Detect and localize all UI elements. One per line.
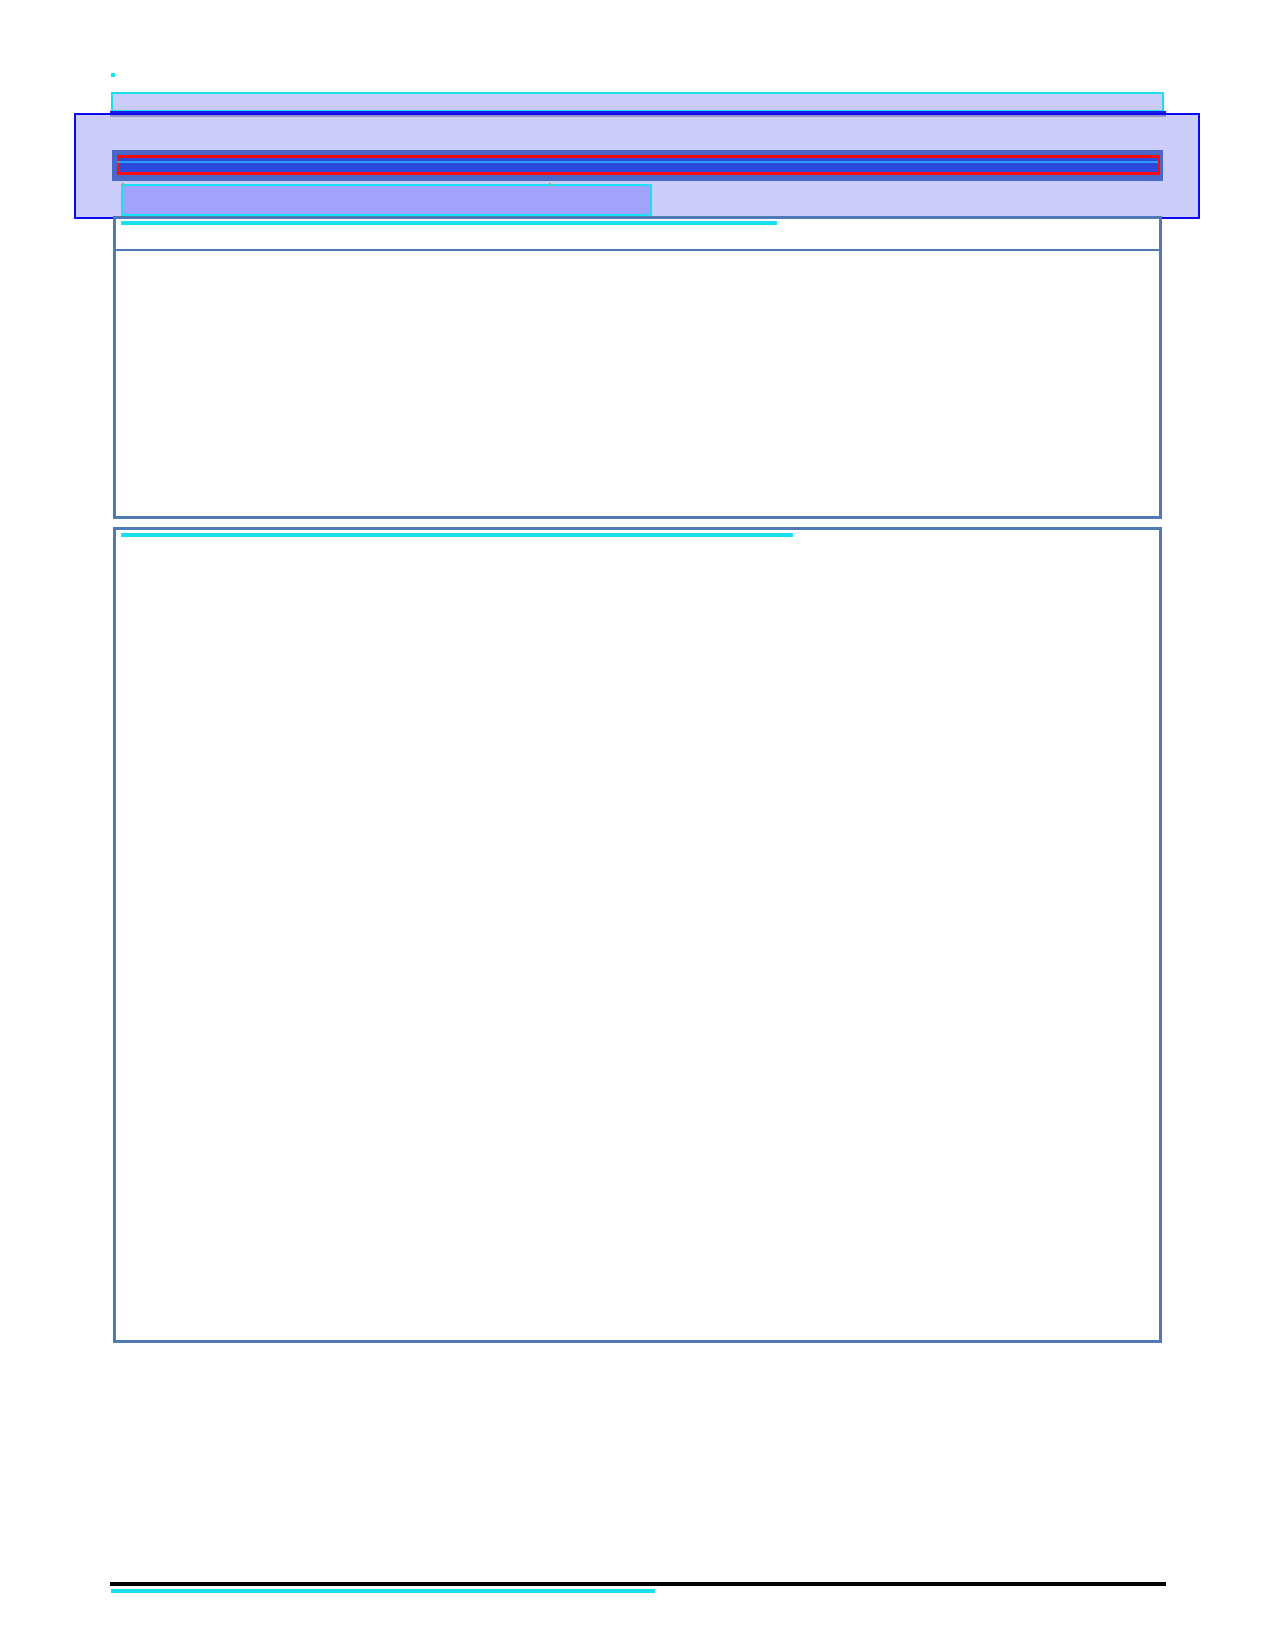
footer-rule bbox=[110, 1582, 1166, 1586]
course-title-baseline bbox=[117, 161, 1158, 163]
competence-table bbox=[113, 216, 1162, 519]
table-row-divider bbox=[116, 249, 1159, 251]
course-title-highlight bbox=[117, 155, 1160, 175]
elements-table bbox=[113, 527, 1162, 1343]
header-program-line2 bbox=[113, 94, 1162, 110]
objective-heading-row bbox=[123, 186, 650, 214]
